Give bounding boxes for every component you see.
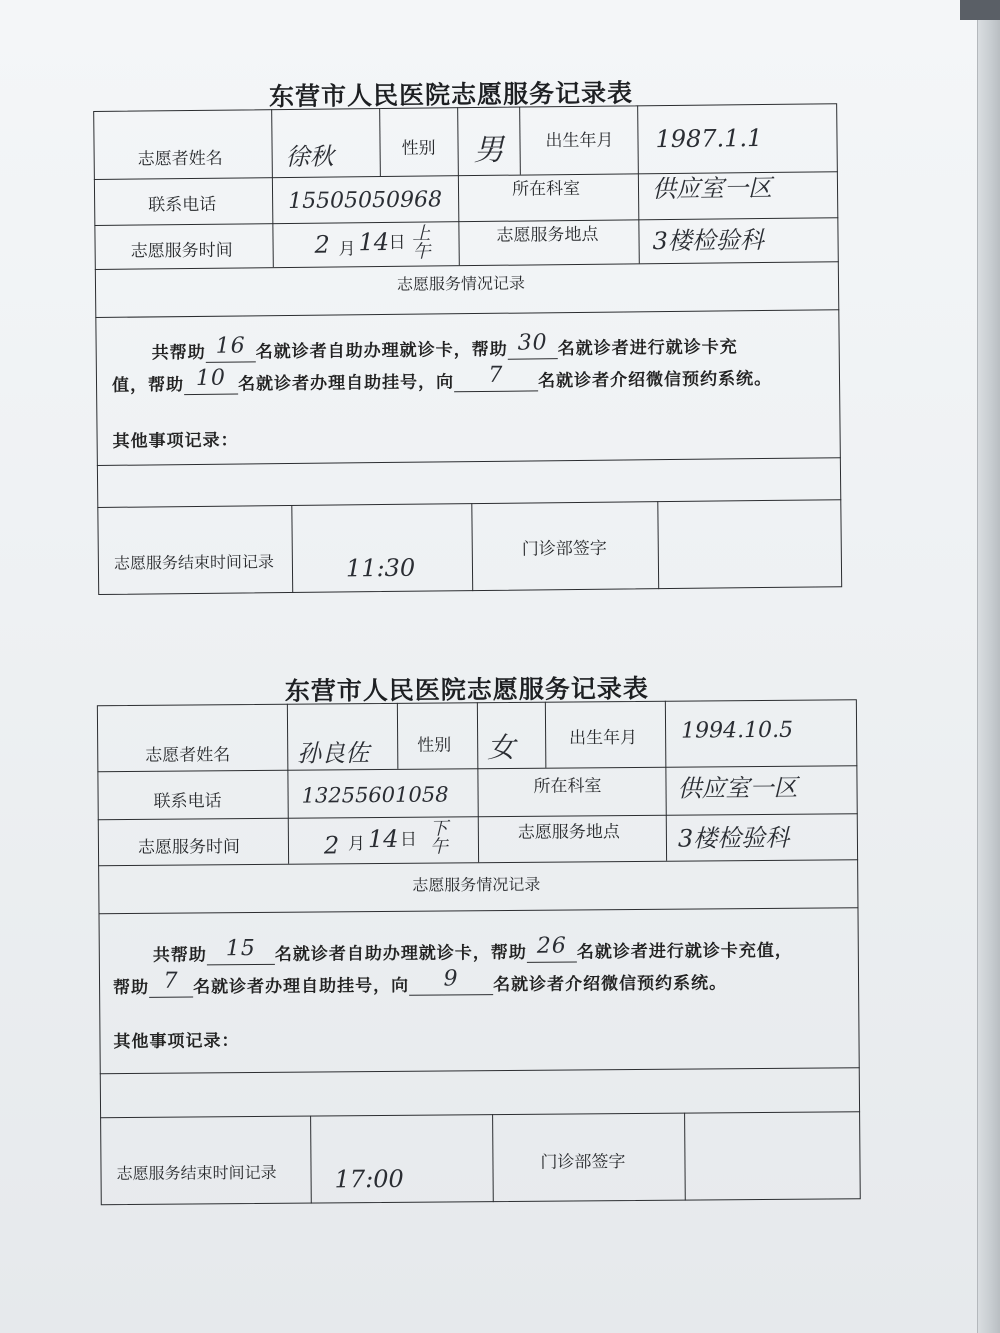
form-title: 东营市人民医院志愿服务记录表: [284, 673, 649, 706]
month-char: 月: [347, 834, 366, 855]
name-label: 志愿者姓名: [137, 148, 223, 170]
end-time-label: 志愿服务结束时间记录: [113, 552, 275, 573]
signature-label: 门诊部签字: [521, 538, 607, 560]
recharge-count: 26: [536, 933, 567, 959]
register-count: 10: [195, 365, 227, 391]
birth-value: 1994.10.5: [680, 717, 794, 744]
dept-value: 供应室一区: [651, 173, 773, 204]
phone-label: 联系电话: [148, 194, 217, 216]
end-time-value: 11:30: [345, 553, 416, 583]
service-place-label: 志愿服务地点: [517, 822, 620, 843]
phone-value: 13255601058: [301, 782, 449, 808]
gender-value: 男: [473, 132, 504, 169]
day-char: 日: [388, 232, 406, 253]
other-records-label: 其他事项记录：: [113, 1031, 240, 1053]
record-line-2: 帮助 7 名就诊者办理自助挂号，向 9 名就诊者介绍微信预约系统。: [113, 966, 728, 999]
birth-label: 出生年月: [569, 728, 638, 749]
phone-value: 15505050968: [287, 187, 443, 214]
dept-value: 供应室一区: [677, 773, 798, 803]
service-time-day: 14: [358, 227, 390, 257]
signature-label: 门诊部签字: [540, 1152, 626, 1173]
birth-value: 1987.1.1: [655, 124, 763, 154]
recharge-count: 30: [517, 330, 548, 356]
day-char: 日: [399, 829, 418, 850]
wechat-count: 9: [443, 966, 459, 992]
service-place-value: 3楼检验科: [652, 226, 764, 256]
phone-label: 联系电话: [153, 791, 222, 812]
service-time-label: 志愿服务时间: [137, 837, 241, 858]
name-label: 志愿者姓名: [145, 745, 231, 766]
gender-value: 女: [487, 730, 516, 765]
dept-label: 所在科室: [533, 776, 602, 797]
wechat-count: 7: [488, 362, 504, 388]
form-title: 东营市人民医院志愿服务记录表: [268, 78, 634, 112]
stacked-page-edge: [977, 0, 1000, 1333]
record-header: 志愿服务情况记录: [396, 273, 526, 294]
birth-label: 出生年月: [545, 130, 614, 152]
self-card-count: 16: [215, 333, 246, 359]
name-value: 孙良佐: [297, 739, 370, 768]
self-card-count: 15: [225, 936, 256, 962]
service-time-month: 2: [323, 831, 340, 860]
register-count: 7: [163, 968, 179, 994]
dept-label: 所在科室: [511, 178, 581, 200]
name-value: 徐秋: [285, 142, 334, 172]
gender-label: 性别: [401, 138, 436, 159]
record-line-1: 共帮助 16 名就诊者自助办理就诊卡，帮助 30 名就诊者进行就诊卡充: [151, 330, 738, 364]
record-line-1: 共帮助 15 名就诊者自助办理就诊卡，帮助 26 名就诊者进行就诊卡充值，: [152, 933, 793, 966]
service-time-label: 志愿服务时间: [130, 240, 233, 262]
background-corner: [960, 0, 1000, 20]
end-time-value: 17:00: [334, 1164, 404, 1194]
record-header: 志愿服务情况记录: [412, 874, 541, 895]
service-place-value: 3楼检验科: [677, 823, 790, 853]
service-time-period: 下午: [426, 818, 449, 855]
gender-label: 性别: [417, 735, 452, 756]
service-time-period: 上午: [409, 223, 431, 260]
end-time-label: 志愿服务结束时间记录: [116, 1162, 277, 1184]
service-time-month: 2: [314, 230, 331, 259]
service-place-label: 志愿服务地点: [496, 224, 599, 246]
other-records-label: 其他事项记录：: [112, 430, 239, 452]
month-char: 月: [338, 239, 356, 260]
record-line-2: 值，帮助 10 名就诊者办理自助挂号，向 7 名就诊者介绍微信预约系统。: [111, 362, 773, 396]
service-time-day: 14: [367, 824, 399, 854]
